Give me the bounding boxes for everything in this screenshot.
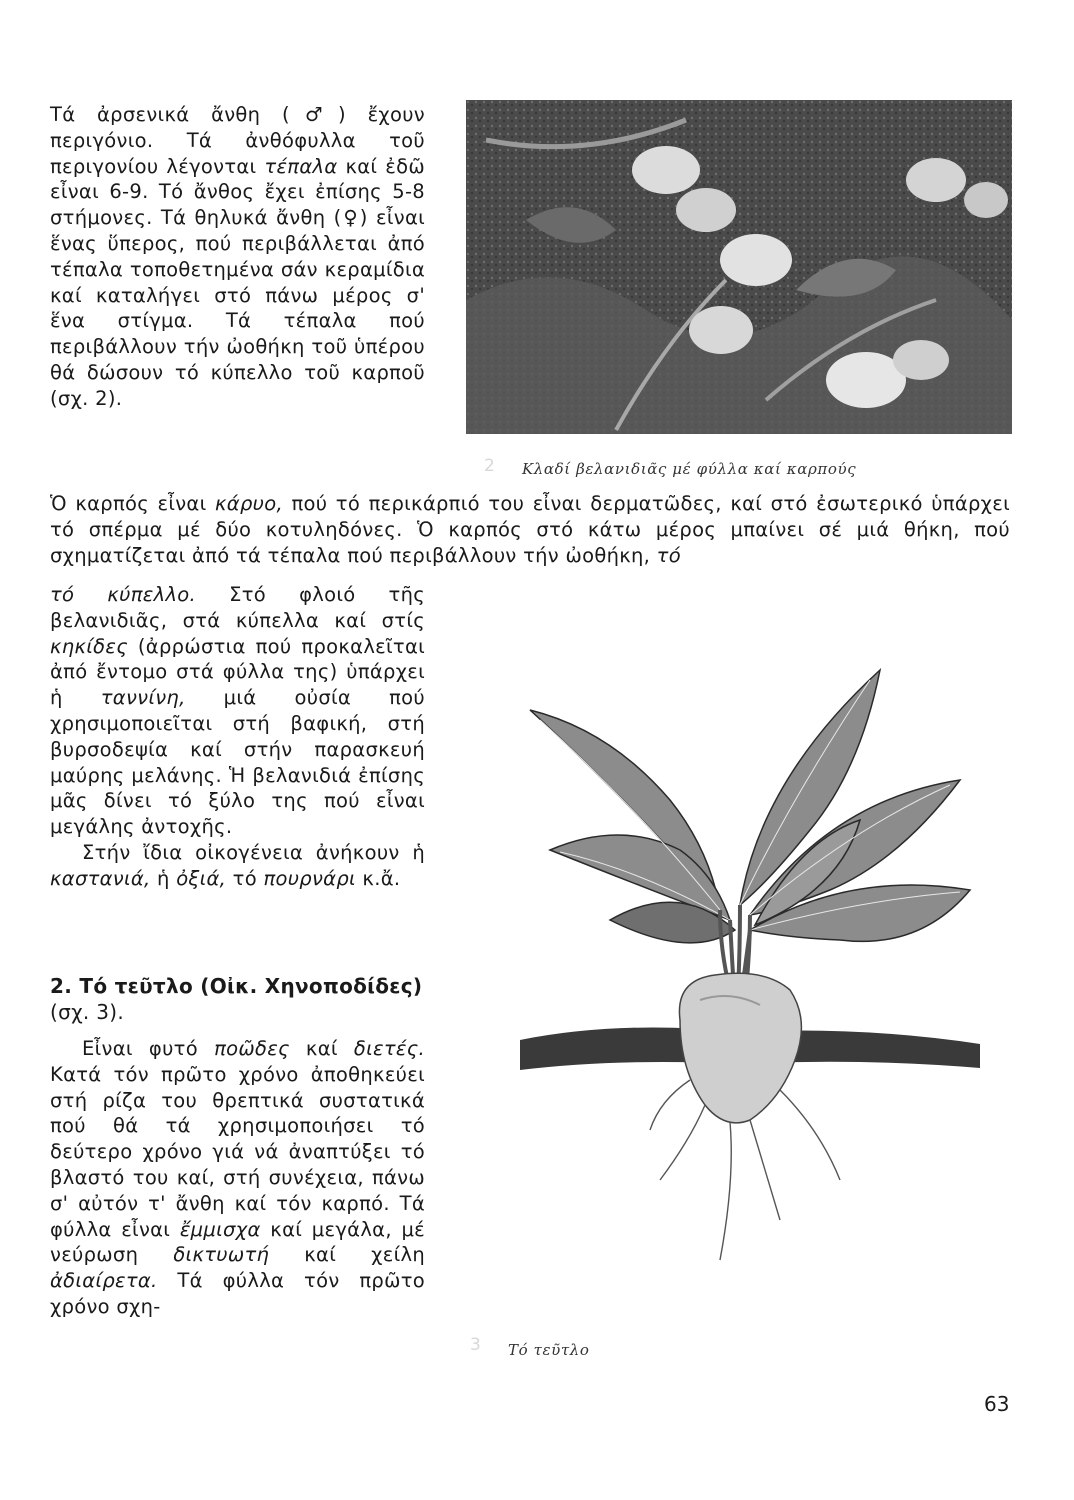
text-run: μιά οὐσία πού χρησιμοποιεῖται στή βαφική, στή βυρσοδεψία καί στήν παρασκευή μαύρης μελάνης. Ἡ βελανιδιά ἐπίσης μᾶς δίνει τό ξύλο της πού εἶναι μεγάλης ἀντοχῆς. — [50, 686, 425, 839]
paragraph-oak-uses — [50, 582, 425, 892]
figure-caption: Τό τεῦτλο — [508, 1341, 590, 1359]
paragraph-flower-parts — [50, 102, 425, 412]
term-kastania: καστανιά, — [50, 866, 151, 890]
text-run: (ἀρρώστια πού προκαλεῖται ἀπό ἔντομο στά φύλλα της) ὑπάρχει ἡ — [50, 634, 425, 710]
term-dietes: διετές. — [353, 1037, 425, 1060]
text-run: Ὁ καρπός εἶναι — [50, 492, 215, 515]
page-number: 63 — [984, 1392, 1010, 1416]
text-run: καί χείλη — [269, 1243, 425, 1267]
text-run: Στήν ἴδια οἰκογένεια ἀνήκουν ἡ — [82, 840, 425, 864]
term-tannini: ταννίνη, — [100, 686, 186, 710]
text-run: καί — [289, 1037, 354, 1060]
heading-title: 2. Τό τεῦτλο (Οἰκ. Χηνοποδίδες) — [50, 974, 423, 998]
term-karyo: κάρυο, — [215, 492, 283, 515]
text-run: καί ἐδῶ εἶναι 6-9. Τό ἄνθος ἔχει ἐπίσης 5-8 στήμονες. Τά θηλυκά ἄνθη (♀) εἶναι ἕνας ὕπερος, πού περιβάλλεται ἀπό τέπαλα τοποθετημένα σάν κεραμίδια καί καταλήγει στό πάνω μέρος σ' ἕνα στίγμα. Τά τέπαλα πού περιβάλλουν τήν ὠοθήκη τοῦ ὑπέρου θά δώσουν τό κύπελλο τοῦ καρποῦ (σχ. 2). — [50, 154, 425, 410]
term-oxia: ὀξιά, — [176, 866, 227, 890]
figure-caption: Κλαδί βελανιδιᾶς μέ φύλλα καί καρπούς — [522, 460, 857, 478]
term-diktyoti: δικτυωτή — [173, 1243, 270, 1267]
term-kypello: τό κύπελλο. — [50, 583, 197, 606]
text-run: Τά φύλλα τόν πρῶτο χρόνο σχη- — [50, 1269, 425, 1318]
term-podes: ποῶδες — [214, 1037, 290, 1060]
text-run: ἡ — [150, 866, 177, 890]
text-run: τό — [226, 866, 264, 890]
acorn-branch-photo — [466, 100, 1012, 434]
term-pournari: πουρνάρι — [263, 866, 356, 890]
text-run: Τά ἀρσενικά ἄνθη (♂) ἔχουν περιγόνιο. Τά ἀνθόφυλλα τοῦ περιγονίου λέγονται — [50, 103, 425, 178]
term-emmischa: ἔμμισχα — [179, 1217, 261, 1241]
term-tepala: τέπαλα — [264, 154, 338, 178]
figure-number: 3 — [470, 1335, 481, 1355]
text-run: Στό φλοιό τῆς βελανιδιᾶς, στά κύπελλα καί στίς — [50, 583, 425, 632]
heading-ref: (σχ. 3). — [50, 1000, 125, 1024]
text-run: κ.ἄ. — [355, 866, 401, 890]
text-run: Κατά τόν πρῶτο χρόνο ἀποθηκεύει στή ρίζα του θρεπτικά συστατικά πού θά τά χρησιμοποιήσει τό δεύτερο χρόνο γιά νά ἀναπτύξει τό βλαστό του καί, στή συνέχεια, πάνω σ' αὐτόν τ' ἄνθη καί τόν καρπό. Τά φύλλα εἶναι — [50, 1062, 425, 1241]
paragraph-beet — [50, 1036, 425, 1320]
term-kikides: κηκίδες — [50, 634, 128, 658]
figure-number: 2 — [484, 456, 495, 476]
text-run: τό — [650, 543, 681, 567]
paragraph-fruit — [50, 491, 1010, 568]
text-run: καί μεγάλα, μέ νεύρωση — [50, 1217, 425, 1267]
term-adiaireta: ἀδιαίρετα. — [50, 1269, 158, 1293]
beet-illustration — [500, 660, 990, 1270]
text-run: Εἶναι φυτό — [82, 1037, 215, 1060]
text-run: πού τό περικάρπιό του εἶναι δερματῶδες, καί στό ἐσωτερικό ὑπάρχει τό σπέρμα μέ δύο κοτυληδόνες. Ὁ καρπός στό κάτω μέρος μπαίνει σέ μιά θήκη, πού σχηματίζεται ἀπό τά τέπαλα πού περιβάλλουν τήν ὠοθήκη, — [50, 492, 1010, 567]
section-heading — [50, 973, 425, 1025]
